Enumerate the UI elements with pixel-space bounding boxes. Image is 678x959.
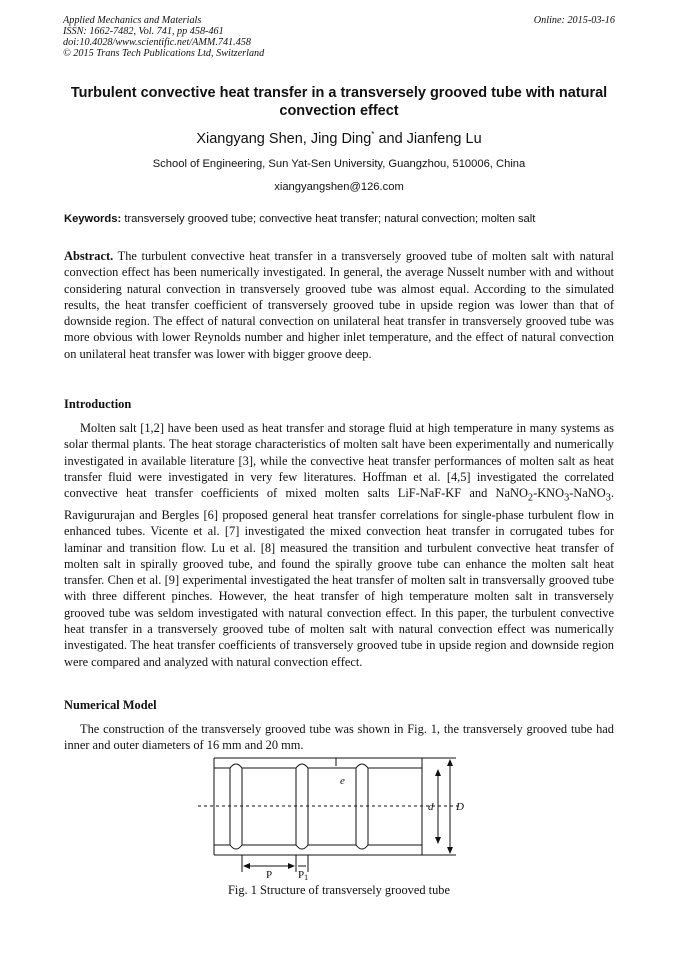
label-e: e: [340, 775, 345, 787]
grooved-tube-figure: [190, 754, 480, 882]
doi-line: doi:10.4028/www.scientific.net/AMM.741.458: [63, 37, 251, 48]
abstract-label: Abstract.: [64, 249, 114, 263]
paper-title: Turbulent convective heat transfer in a transversely grooved tube with natural convection effect: [70, 85, 608, 119]
abstract: [64, 248, 614, 362]
author-2: Jing Ding: [310, 130, 372, 147]
label-P1: P1: [298, 869, 309, 882]
keywords: [64, 213, 624, 225]
model-paragraph: The construction of the transversely grooved tube was shown in Fig. 1, the transversely grooved tube had inner and outer diameters of 16 mm and 20 mm.: [64, 722, 614, 753]
label-d: d: [428, 801, 434, 813]
author-email: xiangyangshen@126.com: [274, 181, 404, 193]
author-list: [0, 130, 678, 147]
issn-line: ISSN: 1662-7482, Vol. 741, pp 458-461: [63, 26, 224, 37]
online-date: Online: 2015-03-16: [533, 15, 615, 26]
label-D: D: [456, 801, 464, 813]
model-heading: Numerical Model: [64, 698, 157, 712]
author-3: and Jianfeng Lu: [378, 130, 482, 147]
corresponding-mark: *: [371, 130, 375, 139]
author-1: Xiangyang Shen,: [196, 130, 307, 147]
introduction-paragraph: Molten salt [1,2] have been used as heat transfer and storage fluid at high temperature in many systems as solar thermal plants. The heat storage characteristics of molten salt have been experimentally and numerically investigated in available literature [3], while the convective heat transfer performances of molten salt as heat transfer fluid were investigated in very few literatures. Hoffman et al. [4,5] investigated the correlated convective heat transfer coefficients of mixed molten salts LiF-NaF-KF and $NaNO_2-KNO_3-NaNO_3$. Ravigururajan and Bergles [6] proposed general heat transfer correlations for single-phase turbulent flow in enhanced tubes. Vicente et al. [7] investigated the mixed convection heat transfer in corrugated tubes for laminar and transition flow. Lu et al. [8] measured the transition and turbulent convective heat transfer of molten salt in spirally grooved tube, and found the spirally groove tube can enhance the molten salt heat transfer. Chen et al. [9] experimental investigated the heat transfer of molten salt in transversally grooved tube with three different pinches. However, the heat transfer of high temperature molten salt in transversely grooved tube was seldom investigated with natural convection effect. In this paper, the turbulent convective heat transfer in a transversely grooved tube of molten salt with natural convection effect was numerically investigated. The heat transfer coefficients of transversely grooved tube in upside region and downside region were compared and analyzed with natural convection effect.: [64, 421, 614, 669]
label-P: P: [266, 869, 273, 881]
abstract-text: The turbulent convective heat transfer in a transversely grooved tube of molten salt with natural convection effect has been numerically investigated. In general, the average Nusselt number with and without considering natural convection in transversely grooved tube was almost equal. According to the simulated results, the heat transfer coefficient of transversely grooved tube in upside region was lower than that of downside region. The effect of natural convection on unilateral heat transfer in transversely grooved tube was more obvious with lower Reynolds number and higher inlet temperature, and the effect of natural convection on unilateral heat transfer was lower with bigger groove deep.: [64, 249, 614, 361]
keywords-text: transversely grooved tube; convective heat transfer; natural convection; molten salt: [124, 213, 536, 225]
journal-header: [63, 15, 264, 59]
journal-name: Applied Mechanics and Materials: [63, 15, 202, 26]
copyright-line: © 2015 Trans Tech Publications Ltd, Switzerland: [63, 48, 265, 59]
figure-caption: Fig. 1 Structure of transversely grooved tube: [228, 883, 450, 897]
affiliation: School of Engineering, Sun Yat-Sen University, Guangzhou, 510006, China: [152, 158, 526, 170]
introduction-heading: Introduction: [64, 397, 132, 411]
keywords-label: Keywords:: [64, 213, 122, 225]
